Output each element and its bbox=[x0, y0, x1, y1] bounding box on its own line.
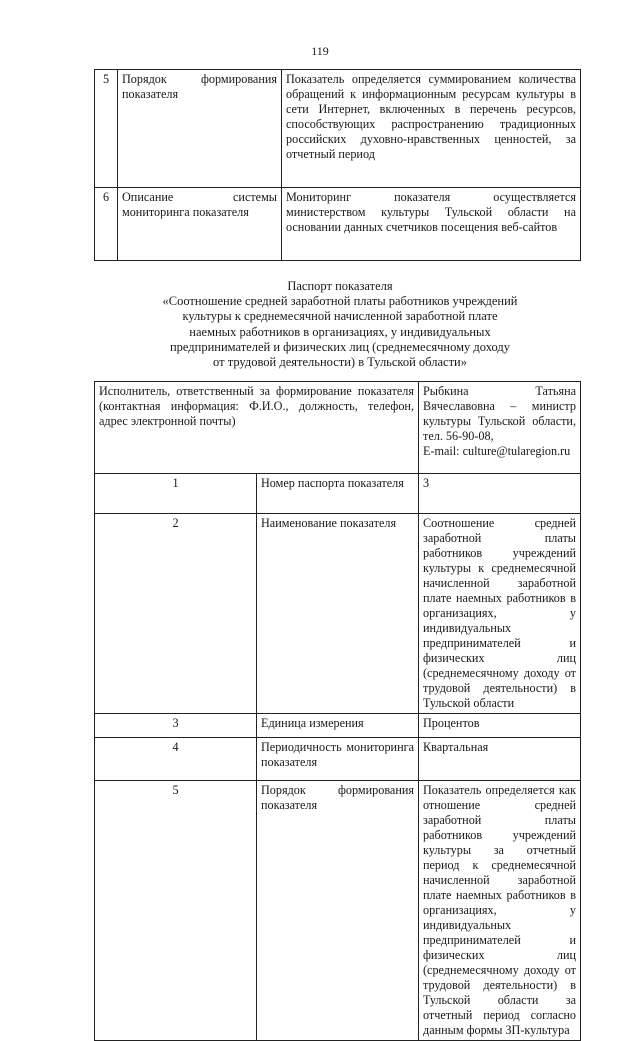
table-row bbox=[95, 514, 581, 714]
row-label: Порядок формирования показателя bbox=[118, 70, 282, 188]
passport-title: Паспорт показателя bbox=[287, 279, 393, 293]
row-value: Соотношение средней заработной платы работников учреждений культуры к среднемесячной начисленной заработной плате наемных работников в организациях, у индивидуальных предпринимателей и физических лиц (среднемесячному доходу от трудовой деятельности) в Тульской области bbox=[419, 514, 581, 714]
executor-email: E-mail: culture@tularegion.ru bbox=[423, 444, 571, 458]
row-label: Описание системы мониторинга показателя bbox=[118, 188, 282, 261]
row-label: Наименование показателя bbox=[257, 514, 419, 714]
passport-heading bbox=[110, 279, 570, 370]
row-number: 1 bbox=[95, 474, 257, 514]
row-number: 3 bbox=[95, 714, 257, 738]
row-label: Периодичность мониторинга показателя bbox=[257, 738, 419, 781]
table-row bbox=[95, 738, 581, 781]
table-row bbox=[95, 188, 581, 261]
row-number: 6 bbox=[95, 188, 118, 261]
executor-row bbox=[95, 382, 581, 474]
row-number: 5 bbox=[95, 781, 257, 1041]
row-value: Мониторинг показателя осуществляется министерством культуры Тульской области на основании данных счетчиков посещения веб-сайтов bbox=[282, 188, 581, 261]
row-label: Порядок формирования показателя bbox=[257, 781, 419, 1041]
indicator-name-line: предпринимателей и физических лиц (среднемесячному доходу bbox=[169, 339, 510, 354]
row-label: Номер паспорта показателя bbox=[257, 474, 419, 514]
row-value: Показатель определяется как отношение средней заработной платы работников учреждений культуры за отчетный период к среднемесячной начисленной заработной плате наемных работников в организациях, у индивидуальных предпринимателей и физических лиц (среднемесячному доходу от трудовой деятельности) в Тульской области за отчетный период согласно данным формы ЗП-культура bbox=[419, 781, 581, 1041]
top-table bbox=[94, 69, 581, 261]
table-row bbox=[95, 474, 581, 514]
table-row bbox=[95, 70, 581, 188]
indicator-name-line: культуры к среднемесячной начисленной заработной плате bbox=[182, 309, 498, 324]
executor-label: Исполнитель, ответственный за формирование показателя (контактная информация: Ф.И.О., должность, телефон, адрес электронной почты) bbox=[95, 382, 419, 474]
executor-value bbox=[419, 382, 581, 474]
row-number: 5 bbox=[95, 70, 118, 188]
executor-name: Рыбкина Татьяна Вячеславовна – министр культуры Тульской области, тел. 56-90-08, bbox=[423, 384, 576, 443]
row-value: Квартальная bbox=[419, 738, 581, 781]
page-number: 119 bbox=[311, 44, 329, 58]
row-value: Процентов bbox=[419, 714, 581, 738]
row-value: 3 bbox=[419, 474, 581, 514]
row-value: Показатель определяется суммированием количества обращений к информационным ресурсам культуры в сети Интернет, включенных в перечень ресурсов, способствующих распространению традиционных российских духовно-нравственных ценностей, за отчетный период bbox=[282, 70, 581, 188]
indicator-name-line: от трудовой деятельности) в Тульской области» bbox=[213, 355, 467, 370]
table-row bbox=[95, 714, 581, 738]
row-label: Единица измерения bbox=[257, 714, 419, 738]
indicator-name-line: «Соотношение средней заработной платы работников учреждений bbox=[162, 294, 518, 309]
table-row bbox=[95, 781, 581, 1041]
indicator-name-line: наемных работников в организациях, у индивидуальных bbox=[189, 324, 491, 339]
passport-table bbox=[94, 381, 581, 1041]
row-number: 4 bbox=[95, 738, 257, 781]
row-number: 2 bbox=[95, 514, 257, 714]
